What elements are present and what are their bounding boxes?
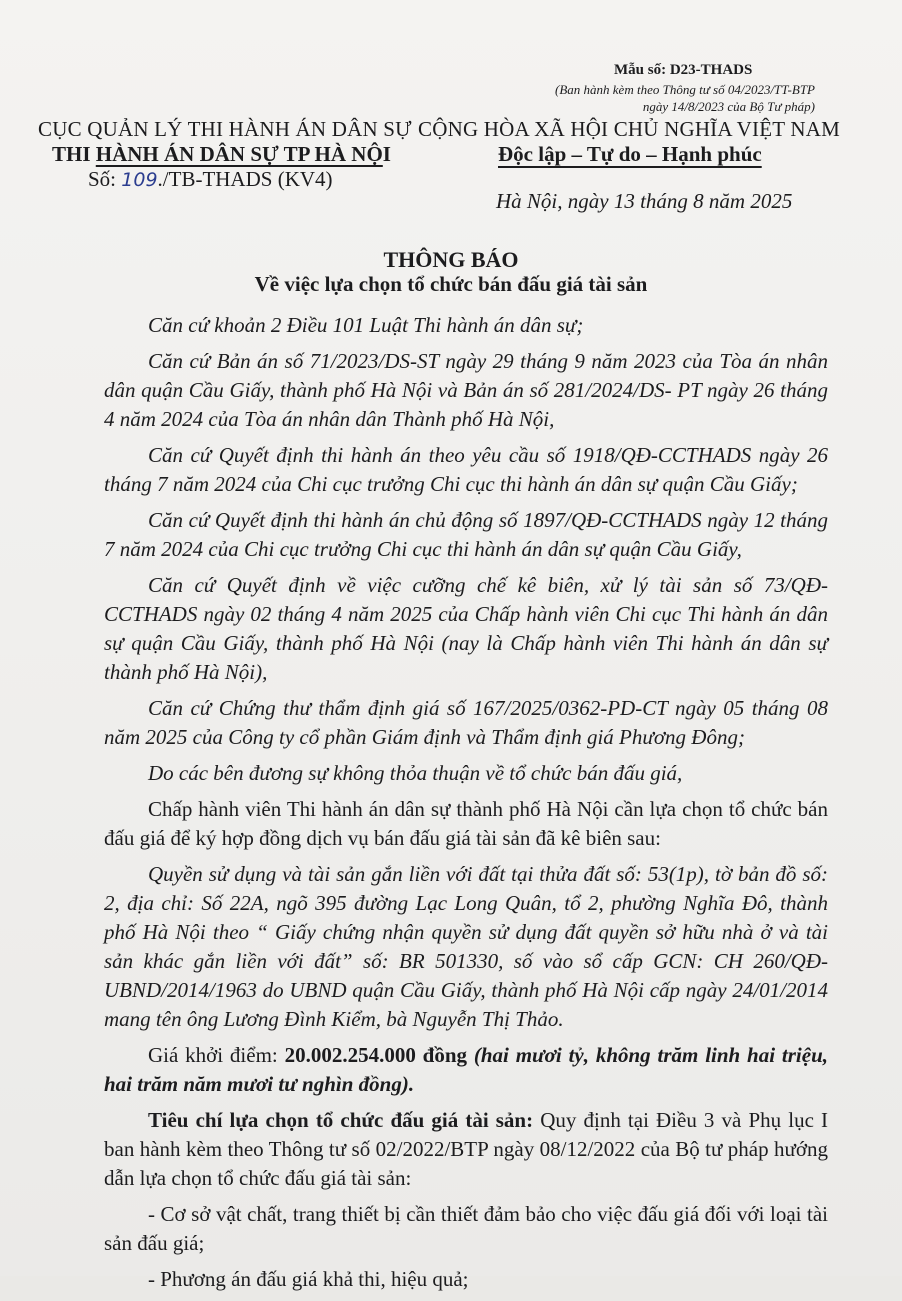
paragraph-legal-basis-1: Căn cứ khoản 2 Điều 101 Luật Thi hành án dân sự; (148, 313, 584, 337)
paragraph-legal-basis-6: Căn cứ Chứng thư thẩm định giá số 167/2025/0362-PD-CT ngày 05 tháng 08 năm 2025 của Công ty cổ phần Giám định và Thẩm định giá Phương Đông; (104, 696, 828, 749)
paragraph-legal-basis-5: Căn cứ Quyết định về việc cưỡng chế kê biên, xử lý tài sản số 73/QĐ-CCTHADS ngày 02 tháng 4 năm 2025 của Chấp hành viên Chi cục Thi hành án dân sự quận Cầu Giấy, thành phố Hà Nội (nay là Chấp hành viên Thi hành án dân sự thành phố Hà Nội), (104, 573, 828, 684)
document-title: THÔNG BÁO (383, 247, 519, 272)
document-number (88, 167, 333, 192)
paragraph-starting-price (104, 1041, 828, 1099)
starting-price-words: (hai mươi tỷ, không trăm linh hai triệu, hai trăm năm mươi tư nghìn đồng). (104, 1043, 828, 1096)
selection-criteria-text: Quy định tại Điều 3 và Phụ lục I ban hành kèm theo Thông tư số 02/2022/BTP ngày 08/12/2022 của Bộ tư pháp hướng dẫn lựa chọn tổ chức đấu giá tài sản: (104, 1108, 828, 1190)
issuing-agency (52, 142, 391, 167)
form-note-line2: ngày 14/8/2023 của Bộ Tư pháp) (642, 99, 815, 114)
starting-price-label: Giá khởi điểm: (148, 1043, 285, 1067)
paragraph-asset-description: Quyền sử dụng và tài sản gắn liền với đất tại thửa đất số: 53(1p), tờ bản đồ số: 2, địa chỉ: Số 22A, ngõ 395 đường Lạc Long Quân, tổ 2, phường Nghĩa Đô, thành phố Hà Nội theo “ Giấy chứng nhận quyền sử dụng đất quyền sở hữu nhà ở và tài sản khác gắn liền với đất” số: BR 501330, số vào sổ cấp GCN: CH 260/QĐ- UBND/2014/1963 do UBND quận Cầu Giấy, thành phố Hà Nội cấp ngày 24/01/2014 mang tên ông Lương Đình Kiểm, bà Nguyễn Thị Thảo. (104, 862, 828, 1031)
issuing-agency-suffix: I (382, 142, 391, 166)
starting-price-amount: 20.002.254.000 đồng (284, 1043, 468, 1067)
paragraph-legal-basis-2: Căn cứ Bản án số 71/2023/DS-ST ngày 29 tháng 9 năm 2023 của Tòa án nhân dân quận Cầu Giấy, thành phố Hà Nội và Bản án số 281/2024/DS- PT ngày 26 tháng 4 năm 2024 của Tòa án nhân dân Thành phố Hà Nội, (104, 349, 828, 431)
criteria-item-facilities: - Cơ sở vật chất, trang thiết bị cần thiết đảm bảo cho việc đấu giá đối với loại tài sản đấu giá; (104, 1202, 828, 1255)
paragraph-reason: Do các bên đương sự không thỏa thuận về tổ chức bán đấu giá, (148, 761, 683, 785)
paragraph-selection-criteria (104, 1106, 828, 1193)
criteria-item-plan: - Phương án đấu giá khả thi, hiệu quả; (148, 1267, 469, 1291)
issuing-agency-underlined: HÀNH ÁN DÂN SỰ TP HÀ NỘ (95, 142, 383, 166)
form-note (505, 81, 815, 115)
national-title: CỘNG HÒA XÃ HỘI CHỦ NGHĨA VIỆT NAM (418, 117, 840, 141)
document-number-suffix: ./TB-THADS (KV4) (157, 167, 333, 191)
place-and-date: Hà Nội, ngày 13 tháng 8 năm 2025 (496, 189, 793, 213)
issuing-agency-parent: CỤC QUẢN LÝ THI HÀNH ÁN DÂN SỰ (38, 117, 412, 141)
selection-criteria-label: Tiêu chí lựa chọn tổ chức đấu giá tài sản: (148, 1108, 534, 1132)
paragraph-legal-basis-4: Căn cứ Quyết định thi hành án chủ động số 1897/QĐ-CCTHADS ngày 12 tháng 7 năm 2024 của Chi cục trưởng Chi cục thi hành án dân sự quận Cầu Giấy, (104, 508, 828, 561)
document-number-prefix: Số: (88, 167, 122, 191)
handwritten-number: 109 (121, 169, 158, 191)
issuing-agency-prefix: THI (52, 142, 96, 166)
national-motto: Độc lập – Tự do – Hạnh phúc (498, 142, 762, 166)
document-body (104, 311, 828, 1301)
form-code: Mẫu số: D23-THADS (614, 62, 753, 78)
document-subtitle: Về việc lựa chọn tổ chức bán đấu giá tài sản (254, 272, 648, 296)
paragraph-request: Chấp hành viên Thi hành án dân sự thành phố Hà Nội cần lựa chọn tổ chức bán đấu giá để ký hợp đồng dịch vụ bán đấu giá tài sản đã kê biên sau: (104, 797, 828, 850)
paragraph-legal-basis-3: Căn cứ Quyết định thi hành án theo yêu cầu số 1918/QĐ-CCTHADS ngày 26 tháng 7 năm 2024 của Chi cục trưởng Chi cục thi hành án dân sự quận Cầu Giấy; (104, 443, 828, 496)
form-note-line1: (Ban hành kèm theo Thông tư số 04/2023/TT-BTP (555, 82, 815, 97)
